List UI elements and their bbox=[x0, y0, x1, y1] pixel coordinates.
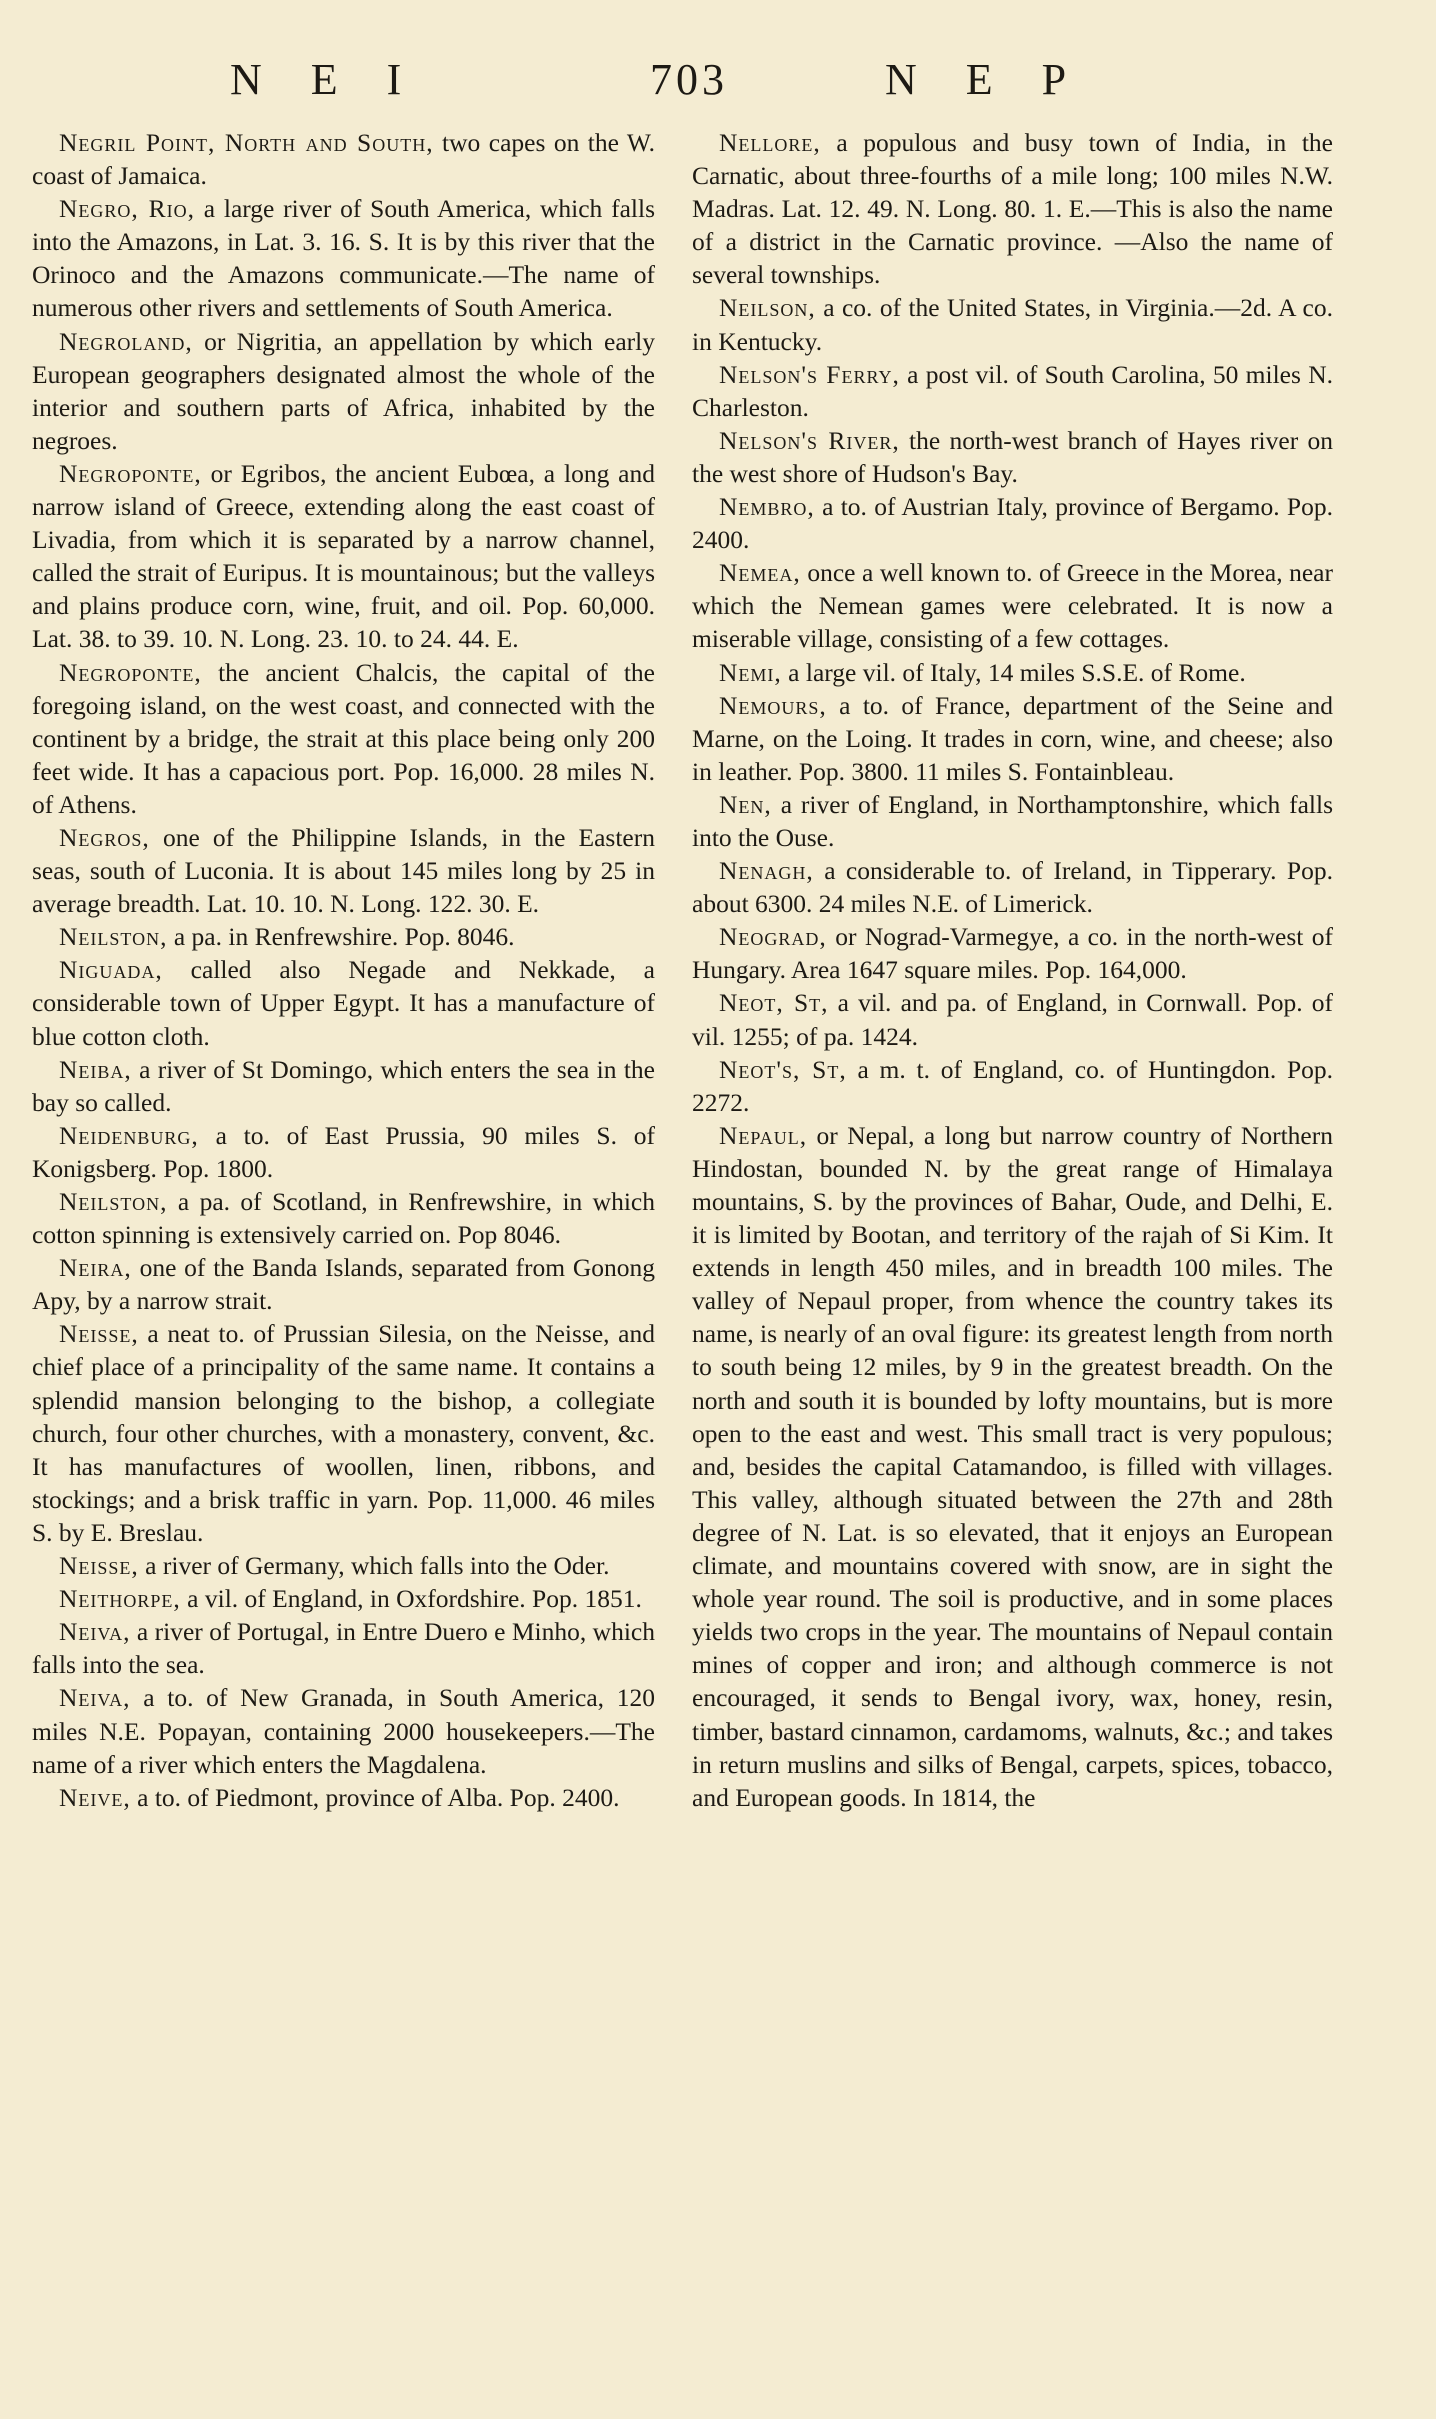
entry-body: a vil. and pa. of England, in Cornwall. Pop. of vil. 1255; of pa. 1424. bbox=[692, 988, 1333, 1051]
gazetteer-entry bbox=[32, 1053, 655, 1119]
entry-headword: Neot's, St, bbox=[719, 1054, 847, 1084]
gazetteer-entry bbox=[32, 1119, 655, 1185]
entry-body: or Nigritia, an appellation by which early European geographers designated almost the whole of the interior and southern parts of Africa, inhabited by the negroes. bbox=[32, 326, 655, 455]
gazetteer-entry bbox=[32, 126, 655, 192]
gazetteer-entry bbox=[32, 1582, 655, 1615]
entry-body: a to. of East Prussia, 90 miles S. of Konigsberg. Pop. 1800. bbox=[32, 1120, 655, 1183]
left-column bbox=[32, 126, 655, 1814]
gazetteer-entry bbox=[692, 358, 1333, 424]
gazetteer-entry bbox=[692, 490, 1333, 556]
gazetteer-entry bbox=[692, 1053, 1333, 1119]
entry-body: a pa. in Renfrewshire. Pop. 8046. bbox=[167, 922, 515, 952]
gazetteer-entry bbox=[692, 1119, 1333, 1814]
entry-headword: Nen, bbox=[719, 789, 772, 819]
entry-body: a river of Portugal, in Entre Duero e Minho, which falls into the sea. bbox=[32, 1617, 655, 1680]
gazetteer-entry bbox=[32, 1251, 655, 1317]
entry-body: or Nepal, a long but narrow country of Northern Hindostan, bounded N. by the great range of Himalaya mountains, S. by the provinces of Bahar, Oude, and Delhi, E. it is limited by Bootan, and territory of the rajah of Si Kim. It extends in length 450 miles, and in breadth 100 miles. The valley of Nepaul proper, from whence the country takes its name, is nearly of an oval figure: its greatest length from north to south being 12 miles, by 9 in the greatest breadth. On the north and south it is bounded by lofty mountains, but is more open to the east and west. This small tract is very populous; and, besides the capital Catamandoo, is filled with villages. This valley, although situated between the 27th and 28th degree of N. Lat. is so elevated, that it enjoys an European climate, and mountains covered with snow, are in sight the whole year round. The soil is productive, and in some places yields two crops in the year. The mountains of Nepaul contain mines of copper and iron; and although commerce is not encouraged, it sends to Bengal ivory, wax, honey, resin, timber, bastard cinnamon, cardamoms, walnuts, &c.; and takes in return muslins and silks of Bengal, carpets, spices, tobacco, and European goods. In 1814, the bbox=[692, 1120, 1333, 1812]
entry-headword: Nenagh, bbox=[719, 856, 814, 886]
entry-body: a pa. of Scotland, in Renfrewshire, in which cotton spinning is extensively carried on. Pop 8046. bbox=[32, 1187, 655, 1250]
gazetteer-entry bbox=[692, 656, 1333, 689]
entry-headword: Neithorpe, bbox=[59, 1584, 181, 1614]
entry-headword: Neive, bbox=[59, 1782, 131, 1812]
entry-headword: Negroponte, bbox=[59, 657, 202, 687]
entry-headword: Negroland, bbox=[59, 326, 193, 356]
gazetteer-entry bbox=[692, 424, 1333, 490]
entry-headword: Neograd, bbox=[719, 922, 827, 952]
entry-headword: Niguada, bbox=[59, 955, 163, 985]
entry-headword: Nemea, bbox=[719, 558, 801, 588]
gazetteer-entry bbox=[32, 1781, 655, 1814]
entry-body: one of the Banda Islands, separated from Gonong Apy, by a narrow strait. bbox=[32, 1253, 655, 1316]
gazetteer-entry bbox=[32, 656, 655, 821]
gazetteer-entry bbox=[32, 821, 655, 920]
entry-body: a large vil. of Italy, 14 miles S.S.E. of Rome. bbox=[781, 657, 1246, 687]
entry-headword: Neilston, bbox=[59, 1187, 168, 1216]
entry-headword: Nellore, bbox=[719, 128, 821, 157]
gazetteer-entry bbox=[32, 920, 655, 953]
gazetteer-entry bbox=[32, 1681, 655, 1780]
gazetteer-entry bbox=[32, 1185, 655, 1251]
entry-body: a vil. of England, in Oxfordshire. Pop. 1851. bbox=[180, 1584, 642, 1614]
entry-body: a to. of Austrian Italy, province of Bergamo. Pop. 2400. bbox=[692, 492, 1333, 555]
entry-body: a river of England, in Northamptonshire, which falls into the Ouse. bbox=[692, 789, 1333, 852]
entry-body: or Egribos, the ancient Eubœa, a long and narrow island of Greece, extending along the east coast of Livadia, from which it is separated by a narrow channel, called the strait of Euripus. It is mountainous; but the valleys and plains produce corn, wine, fruit, and oil. Pop. 60,000. Lat. 38. to 39. 10. N. Long. 23. 10. to 24. 44. E. bbox=[32, 458, 655, 654]
entry-body: a river of St Domingo, which enters the sea in the bay so called. bbox=[32, 1054, 655, 1117]
header-right-guideword: N E P bbox=[885, 55, 1071, 104]
entry-headword: Neidenburg, bbox=[59, 1120, 199, 1150]
gazetteer-entry bbox=[692, 854, 1333, 920]
entry-body: the ancient Chalcis, the capital of the foregoing island, on the west coast, and connected with the continent by a bridge, the strait at this place being only 200 feet wide. It has a capacious port. Pop. 16,000. 28 miles N. of Athens. bbox=[32, 657, 655, 819]
entry-headword: Nemours, bbox=[719, 690, 827, 720]
entry-body: a to. of France, department of the Seine and Marne, on the Loing. It trades in corn, wine, and cheese; also in leather. Pop. 3800. 11 miles S. Fontainbleau. bbox=[692, 690, 1333, 786]
entry-headword: Neisse, bbox=[59, 1319, 139, 1349]
entry-headword: Neilson, bbox=[719, 293, 816, 323]
gazetteer-entry bbox=[692, 920, 1333, 986]
entry-body: a neat to. of Prussian Silesia, on the Neisse, and chief place of a principality of the same name. It contains a splendid mansion belonging to the bishop, a collegiate church, four other churches, with a monastery, convent, &c. It has manufactures of woollen, linen, ribbons, and stockings; and a brisk traffic in yarn. Pop. 11,000. 46 miles S. by E. Breslau. bbox=[32, 1319, 655, 1547]
gazetteer-entry bbox=[692, 291, 1333, 357]
entry-body: two capes on the W. coast of Jamaica. bbox=[32, 128, 655, 191]
entry-body: or Nograd-Varmegye, a co. in the north-west of Hungary. Area 1647 square miles. Pop. 164,000. bbox=[692, 922, 1333, 985]
entry-body: a co. of the United States, in Virginia.—2d. A co. in Kentucky. bbox=[692, 293, 1333, 356]
running-header bbox=[0, 54, 1436, 114]
entry-headword: Negros, bbox=[59, 822, 150, 852]
entry-headword: Nelson's River, bbox=[719, 425, 900, 455]
entry-headword: Neira, bbox=[59, 1253, 132, 1283]
entry-headword: Nelson's Ferry, bbox=[719, 359, 900, 389]
entry-body: the north-west branch of Hayes river on the west shore of Hudson's Bay. bbox=[692, 425, 1333, 488]
gazetteer-entry bbox=[32, 1615, 655, 1681]
entry-headword: Negro, Rio, bbox=[59, 194, 195, 224]
gazetteer-entry bbox=[692, 689, 1333, 788]
gazetteer-entry bbox=[692, 788, 1333, 854]
gazetteer-entry bbox=[692, 556, 1333, 655]
entry-body: a considerable to. of Ireland, in Tipperary. Pop. about 6300. 24 miles N.E. of Limerick. bbox=[692, 856, 1333, 919]
entry-headword: Neisse, bbox=[59, 1551, 139, 1581]
entry-headword: Neilston, bbox=[59, 922, 168, 952]
gazetteer-entry bbox=[32, 192, 655, 324]
entry-body: called also Negade and Nekkade, a considerable town of Upper Egypt. It has a manufacture of blue cotton cloth. bbox=[32, 955, 655, 1051]
entry-headword: Neiba, bbox=[59, 1054, 132, 1084]
entry-headword: Negril Point, North and South, bbox=[59, 128, 434, 157]
gazetteer-entry bbox=[32, 953, 655, 1052]
entry-body: once a well known to. of Greece in the Morea, near which the Nemean games were celebrated. It is now a miserable village, consisting of a few cottages. bbox=[692, 558, 1333, 654]
entry-body: a m. t. of England, co. of Huntingdon. Pop. 2272. bbox=[692, 1054, 1334, 1117]
entry-body: a to. of Piedmont, province of Alba. Pop. 2400. bbox=[130, 1782, 620, 1812]
right-column bbox=[692, 126, 1333, 1814]
entry-body: one of the Philippine Islands, in the Eastern seas, south of Luconia. It is about 145 miles long by 25 in average breadth. Lat. 10. 10. N. Long. 122. 30. E. bbox=[32, 822, 655, 919]
entry-headword: Neiva, bbox=[59, 1683, 131, 1713]
gazetteer-entry bbox=[32, 1317, 655, 1549]
entry-headword: Nemi, bbox=[719, 657, 782, 687]
entry-body: a populous and busy town of India, in the Carnatic, about three-fourths of a mile long; 100 miles N.W. Madras. Lat. 12. 49. N. Long. 80. 1. E.—This is also the name of a district in the Carnatic province. —Also the name of several townships. bbox=[692, 128, 1333, 290]
entry-body: a river of Germany, which falls into the Oder. bbox=[138, 1551, 610, 1581]
entry-headword: Nepaul, bbox=[719, 1120, 808, 1150]
entry-headword: Negroponte, bbox=[59, 458, 202, 488]
entry-headword: Nembro, bbox=[719, 492, 815, 522]
gazetteer-entry bbox=[692, 126, 1333, 291]
entry-headword: Neiva, bbox=[59, 1617, 131, 1647]
page-number: 703 bbox=[650, 55, 728, 104]
gazetteer-entry bbox=[32, 1549, 655, 1582]
entry-body: a post vil. of South Carolina, 50 miles N. Charleston. bbox=[692, 359, 1333, 422]
entry-body: a to. of New Granada, in South America, 120 miles N.E. Popayan, containing 2000 housekeepers.—The name of a river which enters the Magdalena. bbox=[32, 1683, 655, 1779]
entry-body: a large river of South America, which falls into the Amazons, in Lat. 3. 16. S. It is by this river that the Orinoco and the Amazons communicate.—The name of numerous other rivers and settlements of South America. bbox=[32, 194, 656, 323]
header-left-guideword: N E I bbox=[230, 55, 406, 104]
gazetteer-entry bbox=[692, 986, 1333, 1052]
entry-headword: Neot, St, bbox=[719, 988, 829, 1018]
gazetteer-entry bbox=[32, 457, 655, 656]
gazetteer-entry bbox=[32, 325, 655, 457]
